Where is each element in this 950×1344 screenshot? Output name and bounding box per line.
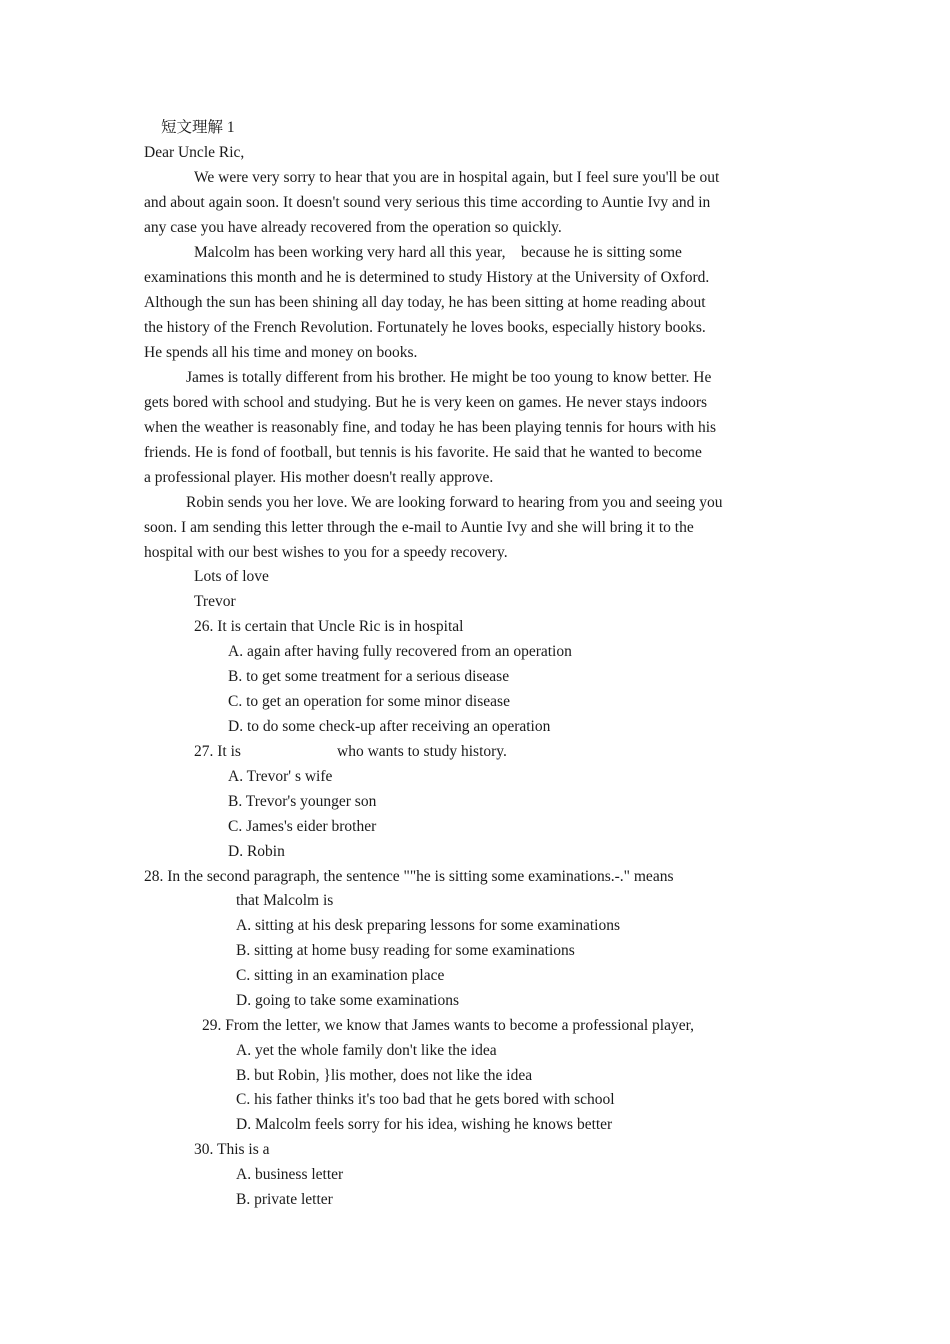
question-stem: 30. This is a <box>194 1141 270 1158</box>
answer-option: B. sitting at home busy reading for some examinations <box>236 942 575 959</box>
answer-option: A. yet the whole family don't like the idea <box>236 1042 497 1059</box>
paragraph-4-line: hospital with our best wishes to you for a speedy recovery. <box>144 544 508 561</box>
paragraph-3-line: gets bored with school and studying. But he is very keen on games. He never stays indoors <box>144 394 708 411</box>
question-stem-continuation: who wants to study history. <box>337 743 507 760</box>
answer-option: D. Robin <box>228 843 285 860</box>
paragraph-3-line: when the weather is reasonably fine, and today he has been playing tennis for hours with his <box>144 419 717 436</box>
section-heading: 短文理解 1 <box>161 119 235 136</box>
answer-option: C. James's eider brother <box>228 818 377 835</box>
paragraph-3-line: a professional player. His mother doesn't really approve. <box>144 469 494 486</box>
paragraph-3-line: James is totally different from his brother. He might be too young to know better. He <box>186 369 712 386</box>
answer-option: B. private letter <box>236 1191 333 1208</box>
paragraph-1-line: We were very sorry to hear that you are in hospital again, but I feel sure you'll be out <box>194 169 720 186</box>
answer-option: B. to get some treatment for a serious disease <box>228 668 510 685</box>
question-stem: 29. From the letter, we know that James wants to become a professional player, <box>202 1017 695 1034</box>
question-stem: 27. It is <box>194 743 241 760</box>
question-stem: 28. In the second paragraph, the sentence ""he is sitting some examinations.-." means <box>144 868 674 885</box>
question-stem-continuation: that Malcolm is <box>236 892 334 909</box>
letter-signature: Trevor <box>194 593 236 610</box>
paragraph-2-line: Malcolm has been working very hard all this year, because he is sitting some <box>194 244 682 261</box>
answer-option: D. going to take some examinations <box>236 992 459 1009</box>
answer-option: C. sitting in an examination place <box>236 967 445 984</box>
paragraph-2-line: the history of the French Revolution. Fortunately he loves books, especially history books. <box>144 319 706 336</box>
answer-option: A. business letter <box>236 1166 344 1183</box>
paragraph-3-line: friends. He is fond of football, but tennis is his favorite. He said that he wanted to become <box>144 444 702 461</box>
letter-closing: Lots of love <box>194 568 269 585</box>
paragraph-2-line: He spends all his time and money on books. <box>144 344 418 361</box>
answer-option: A. Trevor' s wife <box>228 768 333 785</box>
answer-option: B. Trevor's younger son <box>228 793 377 810</box>
answer-option: A. again after having fully recovered from an operation <box>228 643 572 660</box>
paragraph-2-line: Although the sun has been shining all day today, he has been sitting at home reading about <box>144 294 706 311</box>
answer-option: B. but Robin, }lis mother, does not like the idea <box>236 1067 533 1084</box>
answer-option: A. sitting at his desk preparing lessons for some examinations <box>236 917 620 934</box>
letter-salutation: Dear Uncle Ric, <box>144 144 245 161</box>
paragraph-4-line: soon. I am sending this letter through the e-mail to Auntie Ivy and she will bring it to the <box>144 519 694 536</box>
answer-option: C. to get an operation for some minor disease <box>228 693 510 710</box>
answer-option: D. Malcolm feels sorry for his idea, wishing he knows better <box>236 1116 613 1133</box>
answer-option: C. his father thinks it's too bad that he gets bored with school <box>236 1091 615 1108</box>
question-stem: 26. It is certain that Uncle Ric is in hospital <box>194 618 464 635</box>
answer-option: D. to do some check-up after receiving an operation <box>228 718 551 735</box>
paragraph-2-line: examinations this month and he is determined to study History at the University of Oxford. <box>144 269 710 286</box>
paragraph-4-line: Robin sends you her love. We are looking forward to hearing from you and seeing you <box>186 494 723 511</box>
paragraph-1-line: and about again soon. It doesn't sound very serious this time according to Auntie Ivy and in <box>144 194 711 211</box>
paragraph-1-line: any case you have already recovered from the operation so quickly. <box>144 219 562 236</box>
